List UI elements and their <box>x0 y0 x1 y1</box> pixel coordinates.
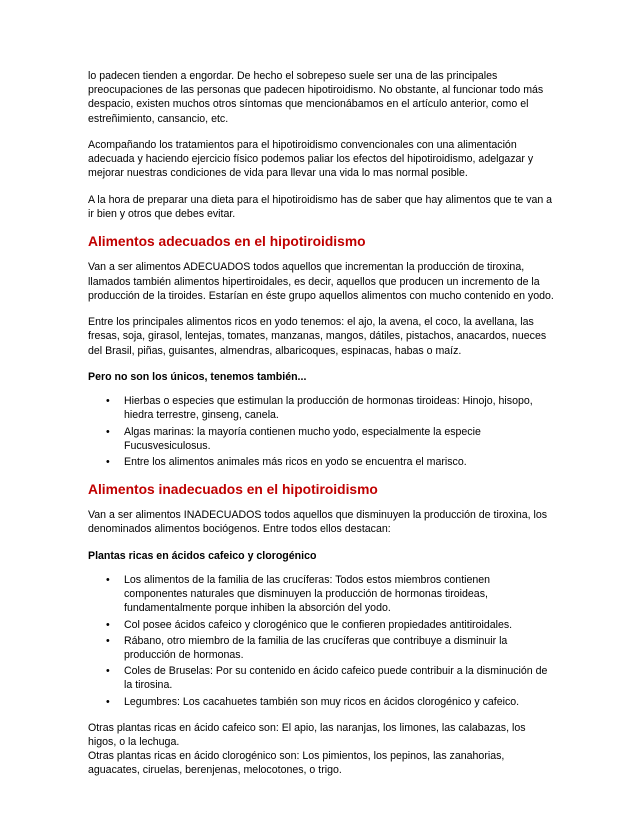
paragraph-intro-2: Acompañando los tratamientos para el hipotiroidismo convencionales con una alimentación adecuada y haciendo ejercicio físico podemos paliar los efectos del hipotiroidismo, adelgazar y mejorar nuestras condiciones de vida para llevar una vida lo mas normal posible. <box>88 139 534 180</box>
bullet-icon: • <box>106 574 110 586</box>
bullet-icon: • <box>106 695 110 708</box>
heading-inadequate-foods: Alimentos inadecuados en el hipotiroidismo <box>88 482 378 498</box>
paragraph-adequate-1: Van a ser alimentos ADECUADOS todos aquellos que incrementan la producción de tiroxina, llamados también alimentos hipertiroidales, es decir, aquellos que producen un incremento de la producción de la tiroides. Estarían en éste grupo aquellos alimentos con mucho contenido en yodo. <box>88 261 554 302</box>
list-item <box>106 394 556 422</box>
list-item <box>106 455 556 469</box>
list-adequate <box>88 394 556 469</box>
list-item-text: Algas marinas: la mayoría contienen mucho yodo, especialmente la especie Fucusvesiculosus. <box>124 425 481 452</box>
list-item-text: Los alimentos de la familia de las crucíferas: Todos estos miembros contienen componentes naturales que disminuyen la producción de hormonas tiroideas, fundamentalmente porque inhiben la absorción del yodo. <box>124 574 491 615</box>
bullet-icon: • <box>106 618 110 631</box>
paragraph-intro-3: A la hora de preparar una dieta para el hipotiroidismo has de saber que hay alimentos que te van a ir bien y otros que debes evitar. <box>88 193 553 220</box>
list-item-text: Legumbres: Los cacahuetes también son muy ricos en ácidos clorogénico y cafeico. <box>124 695 520 708</box>
paragraph-adequate-2: Entre los principales alimentos ricos en yodo tenemos: el ajo, la avena, el coco, la avellana, las fresas, soja, girasol, lentejas, tomates, manzanas, mangos, dátiles, pistachos, anacardos, nueces del Brasil, piñas, guisantes, almendras, albaricoques, espinacas, habas o maíz. <box>88 316 547 357</box>
paragraph-inadequate-2: Otras plantas ricas en ácido cafeico son: El apio, las naranjas, los limones, las calabazas, los higos, o la lechuga. <box>88 721 526 749</box>
subheading-plants: Plantas ricas en ácidos cafeico y clorogénico <box>88 549 317 562</box>
bullet-icon: • <box>106 665 110 678</box>
paragraph-inadequate-1: Van a ser alimentos INADECUADOS todos aquellos que disminuyen la producción de tiroxina, los denominados alimentos bociógenos. Entre todos ellos destacan: <box>88 509 548 536</box>
list-item-text: Col posee ácidos cafeico y clorogénico que le confieren propiedades antitiroidales. <box>124 618 513 631</box>
list-item <box>106 618 556 632</box>
bullet-icon: • <box>106 425 110 438</box>
list-inadequate <box>88 573 556 709</box>
document-page <box>88 69 556 778</box>
list-item-text: Hierbas o especies que estimulan la producción de hormonas tiroideas: Hinojo, hisopo, hiedra terrestre, ginseng, canela. <box>124 395 533 422</box>
paragraph-inadequate-3: Otras plantas ricas en ácido clorogénico son: Los pimientos, los pepinos, las zanahorias, aguacates, ciruelas, berenjenas, melocotones, o trigo. <box>88 750 505 777</box>
paragraph-intro-1: lo padecen tienden a engordar. De hecho el sobrepeso suele ser una de las principales preocupaciones de las personas que padecen hipotiroidismo. No obstante, al funcionar todo más despacio, existen muchos otros síntomas que mencionábamos en el artículo anterior, como el estreñimiento, cansancio, etc. <box>88 70 544 125</box>
list-item <box>106 695 556 709</box>
list-item-text: Entre los alimentos animales más ricos en yodo se encuentra el marisco. <box>124 456 467 468</box>
list-item-text: Coles de Bruselas: Por su contenido en ácido cafeico puede contribuir a la disminución de la tirosina. <box>124 665 548 692</box>
list-item <box>106 634 556 662</box>
bullet-icon: • <box>106 395 110 408</box>
list-item-text: Rábano, otro miembro de la familia de las crucíferas que contribuye a disminuir la producción de hormonas. <box>124 634 508 662</box>
list-item <box>106 573 556 616</box>
list-item <box>106 664 556 692</box>
subheading-also: Pero no son los únicos, tenemos también... <box>88 370 307 383</box>
list-item <box>106 425 556 453</box>
bullet-icon: • <box>106 456 110 468</box>
bullet-icon: • <box>106 634 110 647</box>
heading-adequate-foods: Alimentos adecuados en el hipotiroidismo <box>88 234 366 250</box>
